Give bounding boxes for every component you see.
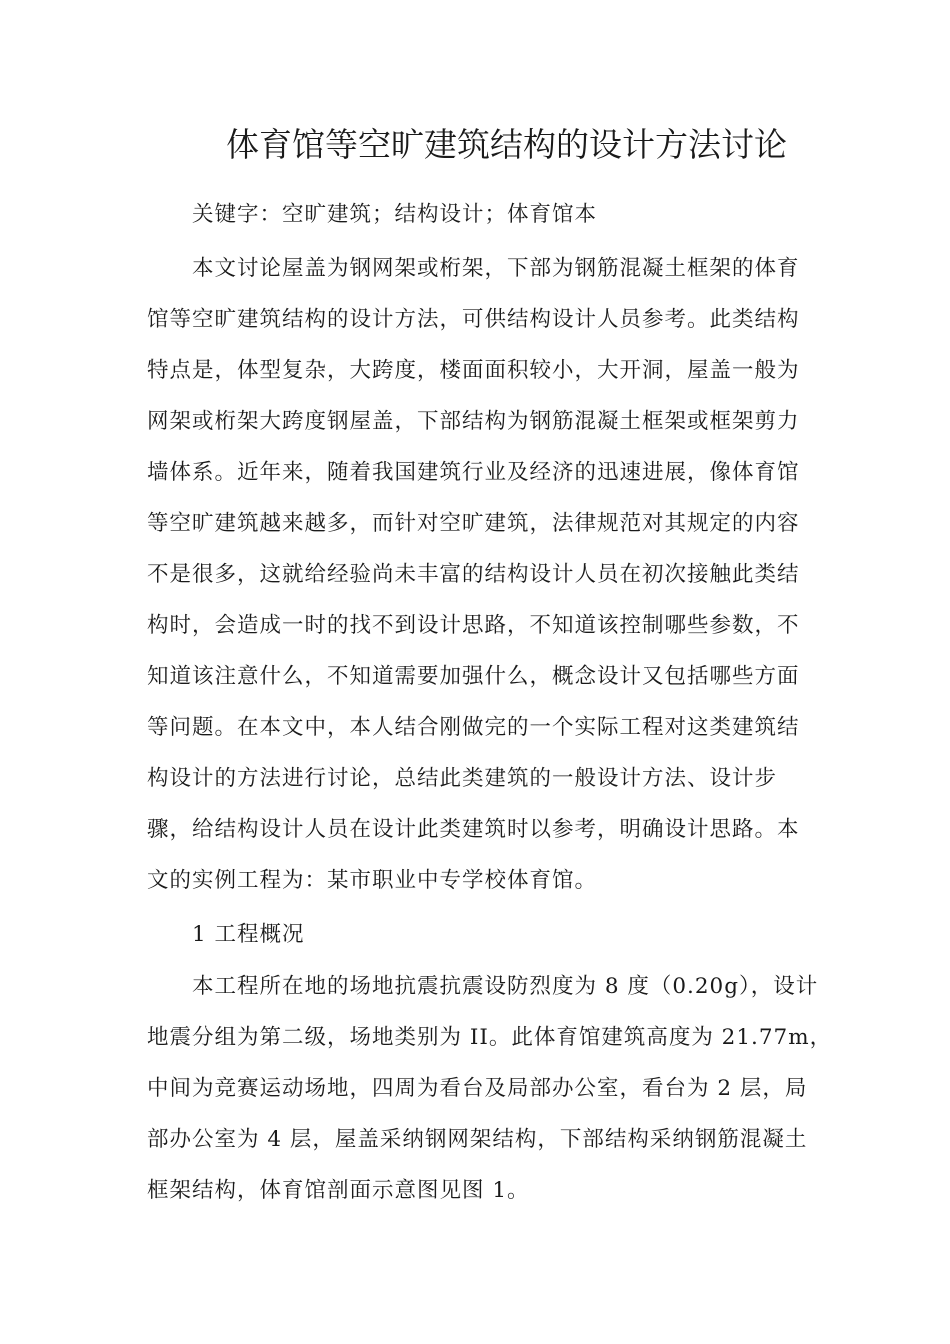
paragraph-line: 中间为竞赛运动场地，四周为看台及局部办公室，看台为 2 层，局 (147, 1076, 808, 1101)
paragraph-line: 构时，会造成一时的找不到设计思路，不知道该控制哪些参数，不 (147, 613, 800, 638)
paragraph-line: 等空旷建筑越来越多，而针对空旷建筑，法律规范对其规定的内容 (147, 511, 800, 536)
paragraph-line: 构设计的方法进行讨论，总结此类建筑的一般设计方法、设计步 (147, 766, 778, 791)
section-heading: 1 工程概况 (192, 922, 305, 947)
paragraph-line: 等问题。在本文中，本人结合刚做完的一个实际工程对这类建筑结 (147, 715, 800, 740)
paragraph-line: 骤，给结构设计人员在设计此类建筑时以参考，明确设计思路。本 (147, 817, 800, 842)
paragraph-line: 墙体系。近年来，随着我国建筑行业及经济的迅速进展，像体育馆 (147, 460, 800, 485)
paragraph-line: 不是很多，这就给经验尚未丰富的结构设计人员在初次接触此类结 (147, 562, 800, 587)
paragraph-line: 文的实例工程为：某市职业中专学校体育馆。 (147, 868, 598, 893)
paragraph-line: 知道该注意什么，不知道需要加强什么，概念设计又包括哪些方面 (147, 664, 800, 689)
paragraph-line: 网架或桁架大跨度钢屋盖，下部结构为钢筋混凝土框架或框架剪力 (147, 409, 800, 434)
paragraph-line: 部办公室为 4 层，屋盖采纳钢网架结构，下部结构采纳钢筋混凝土 (147, 1127, 808, 1152)
paragraph-line: 本工程所在地的场地抗震抗震设防烈度为 8 度（0.20g），设计 (192, 974, 819, 999)
paragraph-line: 馆等空旷建筑结构的设计方法，可供结构设计人员参考。此类结构 (147, 307, 800, 332)
paragraph-line: 框架结构，体育馆剖面示意图见图 1。 (147, 1178, 530, 1203)
document-title: 体育馆等空旷建筑结构的设计方法讨论 (226, 125, 787, 164)
paragraph-line: 本文讨论屋盖为钢网架或桁架，下部为钢筋混凝土框架的体育 (192, 256, 800, 281)
paragraph-line: 地震分组为第二级，场地类别为 II。此体育馆建筑高度为 21.77m， (147, 1025, 833, 1050)
paragraph-line: 特点是，体型复杂，大跨度，楼面面积较小，大开洞，屋盖一般为 (147, 358, 800, 383)
keywords-line: 关键字：空旷建筑；结构设计；体育馆本 (192, 202, 598, 227)
